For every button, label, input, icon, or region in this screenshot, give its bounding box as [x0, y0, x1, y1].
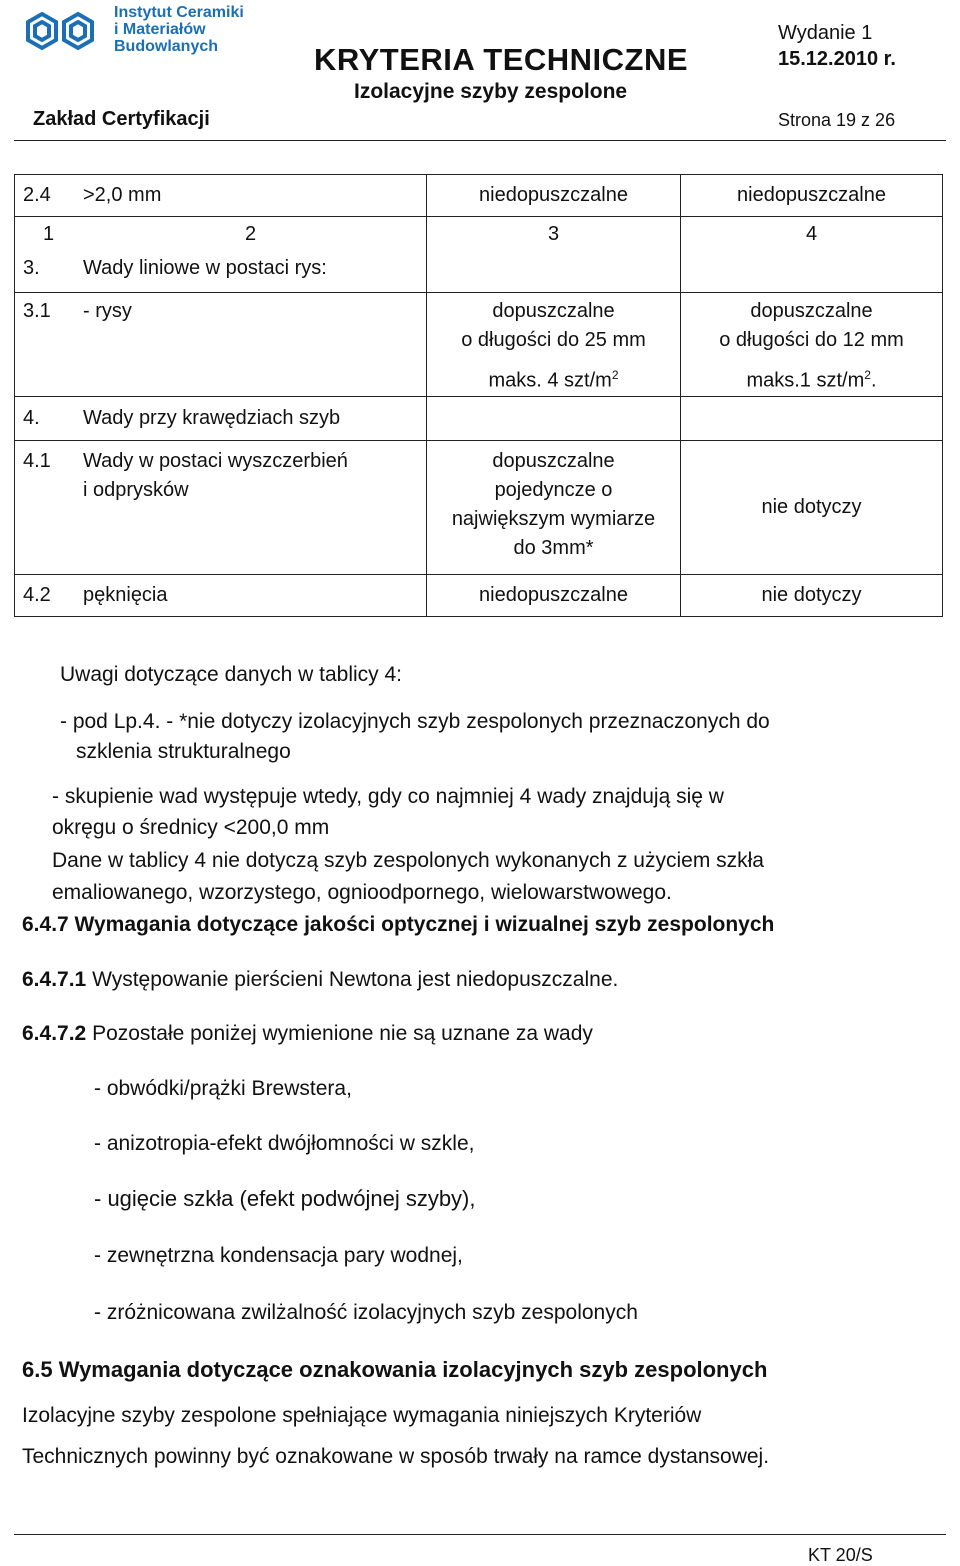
table-row [15, 396, 943, 440]
note-line: - skupienie wad występuje wtedy, gdy co najmniej 4 wady znajdują się w [52, 785, 724, 808]
page-number: Strona 19 z 26 [778, 110, 896, 130]
table-row [15, 574, 943, 616]
row-number: 4.2 [23, 583, 51, 606]
table-cell: niedopuszczalne [427, 574, 681, 616]
header-divider [14, 140, 946, 141]
list-item: - zewnętrzna kondensacja pary wodnej, [94, 1244, 463, 1267]
paragraph-number: 6.4.7.1 [22, 968, 87, 991]
cell-text: maks.1 szt/m [746, 369, 865, 392]
row-number: 3. [23, 257, 40, 279]
cell-line: do 3mm* [513, 536, 594, 559]
cell-line: o długości do 25 mm [461, 329, 646, 351]
logo-line-1: Instytut Ceramiki [114, 4, 244, 21]
list-item: - anizotropia-efekt dwójłomności w szkle, [94, 1132, 475, 1155]
note-line: okręgu o średnicy <200,0 mm [52, 816, 330, 839]
row-label: i odprysków [83, 478, 189, 501]
section-heading: 6.4.7 Wymagania dotyczące jakości optycznej i wizualnej szyb zespolonych [22, 913, 775, 936]
column-number: 3 [547, 223, 560, 245]
cell-line: dopuszczalne [492, 300, 615, 322]
paragraph-text: Występowanie pierścieni Newtona jest niedopuszczalne. [86, 968, 619, 991]
institute-logo-text [114, 4, 244, 55]
row-number: 4. [23, 406, 40, 429]
cell-text: . [870, 369, 877, 392]
cell-line: dopuszczalne [492, 449, 615, 472]
logo-line-2: i Materiałów [114, 21, 206, 38]
row-label: - rysy [83, 300, 132, 322]
edition-date: 15.12.2010 r. [778, 48, 896, 70]
edition-label: Wydanie 1 [778, 22, 873, 44]
cell-line [427, 361, 680, 396]
row-label: pęknięcia [83, 583, 168, 606]
note-line: Dane w tablicy 4 nie dotyczą szyb zespolonych wykonanych z użyciem szkła [52, 849, 764, 872]
column-number: 2 [245, 223, 257, 245]
document-subtitle: Izolacyjne szyby zespolone [354, 80, 628, 103]
paragraph [22, 1022, 593, 1046]
cell-line: największym wymiarze [451, 507, 656, 530]
column-number: 4 [805, 223, 818, 245]
paragraph-line: Technicznych powinny być oznakowane w sposób trwały na ramce dystansowej. [22, 1445, 770, 1468]
paragraph [22, 968, 618, 992]
paragraph-number: 6.4.7.2 [22, 1022, 87, 1045]
cell-line: o długości do 12 mm [719, 329, 904, 351]
row-number: 3.1 [23, 300, 51, 322]
table-row [15, 175, 943, 217]
row-number: 4.1 [23, 449, 51, 472]
table-cell: niedopuszczalne [681, 175, 943, 217]
row-label: Wady przy krawędziach szyb [83, 406, 341, 429]
note-line: szklenia strukturalnego [76, 740, 291, 763]
column-number: 1 [43, 223, 55, 245]
superscript: 2 [611, 368, 619, 382]
defects-table [14, 174, 943, 617]
document-title: KRYTERIA TECHNICZNE [314, 42, 689, 77]
table-row [15, 217, 943, 293]
table-row [15, 293, 943, 397]
table-cell: nie dotyczy [681, 574, 943, 616]
cell-line [681, 361, 942, 396]
logo-line-3: Budowlanych [114, 38, 219, 55]
cell-text: maks. 4 szt/m [488, 369, 612, 392]
table-cell: nie dotyczy [681, 440, 943, 574]
list-item: - ugięcie szkła (efekt podwójnej szyby), [94, 1186, 476, 1211]
row-label: >2,0 mm [83, 184, 162, 206]
superscript: 2 [864, 368, 871, 382]
table-row [15, 440, 943, 574]
section-heading: 6.5 Wymagania dotyczące oznakowania izolacyjnych szyb zespolonych [22, 1357, 768, 1382]
table-cell [681, 396, 943, 440]
cell-line: pojedyncze o [494, 478, 613, 501]
cell-line: dopuszczalne [750, 300, 873, 322]
paragraph-text: Pozostałe poniżej wymienione nie są uznane za wady [86, 1022, 593, 1045]
row-label: Wady w postaci wyszczerbień [83, 449, 348, 472]
note-line: emaliowanego, wzorzystego, ognioodpornego, wielowarstwowego. [52, 881, 672, 904]
row-number: 2.4 [23, 184, 51, 206]
paragraph-line: Izolacyjne szyby zespolone spełniające wymagania niniejszych Kryteriów [22, 1404, 702, 1427]
institute-logo-icon [20, 6, 108, 56]
table-cell: niedopuszczalne [427, 175, 681, 217]
table-cell [427, 396, 681, 440]
list-item: - obwódki/prążki Brewstera, [94, 1077, 352, 1100]
footer-divider [14, 1534, 946, 1535]
department-name: Zakład Certyfikacji [33, 108, 210, 130]
note-line: - pod Lp.4. - *nie dotyczy izolacyjnych szyb zespolonych przeznaczonych do [60, 710, 770, 733]
list-item: - zróżnicowana zwilżalność izolacyjnych szyb zespolonych [94, 1301, 638, 1324]
row-label: Wady liniowe w postaci rys: [83, 257, 327, 279]
footer-code: KT 20/S [808, 1545, 873, 1565]
notes-heading: Uwagi dotyczące danych w tablicy 4: [60, 663, 402, 686]
